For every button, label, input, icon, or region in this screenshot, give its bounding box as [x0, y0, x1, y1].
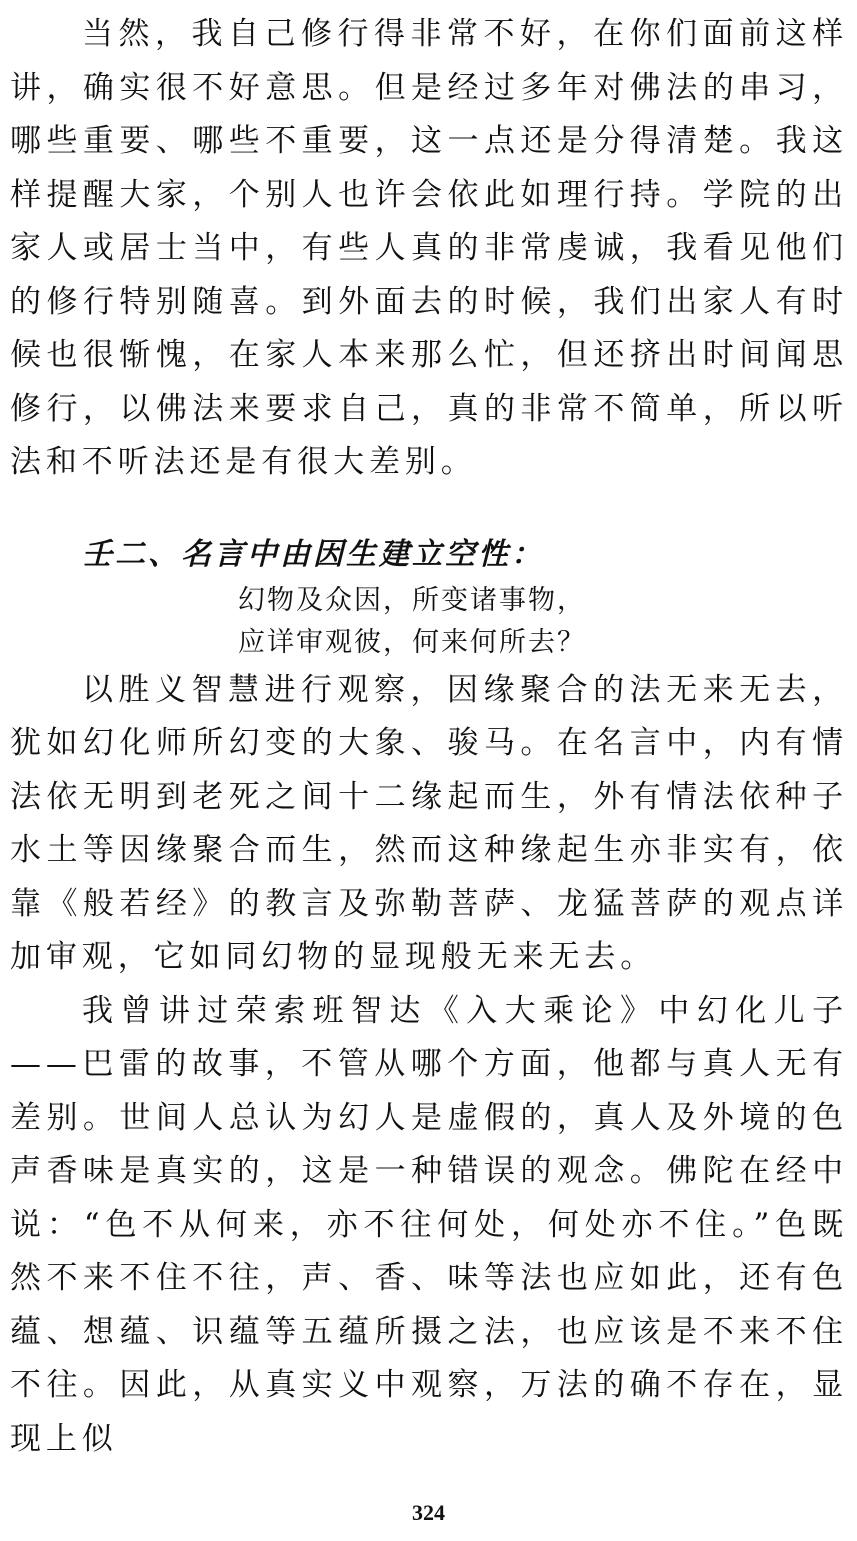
section-heading: 壬二、名言中由因生建立空性： [82, 536, 544, 572]
page-body [10, 8, 848, 1466]
verse-block [10, 580, 848, 664]
body-paragraph: 我曾讲过荣索班智达《入大乘论》中幻化儿子——巴雷的故事，不管从哪个方面，他都与真人无有差别。世间人总认为幻人是虚假的，真人及外境的色声香味是真实的，这是一种错误的观念。佛陀在经中说：“色不从何来，亦不往何处，何处亦不住。”色既然不来不住不往，声、香、味等法也应如此，还有色蕴、想蕴、识蕴等五蕴所摄之法，也应该是不来不住不往。因此，从真实义中观察，万法的确不存在，显现上似 [10, 992, 848, 1457]
body-paragraph: 当然，我自己修行得非常不好，在你们面前这样讲，确实很不好意思。但是经过多年对佛法的串习，哪些重要、哪些不重要，这一点还是分得清楚。我这样提醒大家，个别人也许会依此如理行持。学院的出家人或居士当中，有些人真的非常虔诚，我看见他们的修行特别随喜。到外面去的时候，我们出家人有时候也很惭愧，在家人本来那么忙，但还挤出时间闻思修行，以佛法来要求自己，真的非常不简单，所以听法和不听法还是有很大差别。 [10, 16, 848, 480]
body-paragraph: 以胜义智慧进行观察，因缘聚合的法无来无去，犹如幻化师所幻变的大象、骏马。在名言中，内有情法依无明到老死之间十二缘起而生，外有情法依种子水土等因缘聚合而生，然而这种缘起生亦非实有，依靠《般若经》的教言及弥勒菩萨、龙猛菩萨的观点详加审观，它如同幻物的显现般无来无去。 [10, 671, 848, 975]
verse-line: 应详审观彼，何来何所去？ [238, 626, 586, 658]
section-spacer [10, 490, 848, 530]
verse-line: 幻物及众因，所变诸事物， [238, 584, 586, 616]
page-number: 324 [412, 1500, 445, 1525]
